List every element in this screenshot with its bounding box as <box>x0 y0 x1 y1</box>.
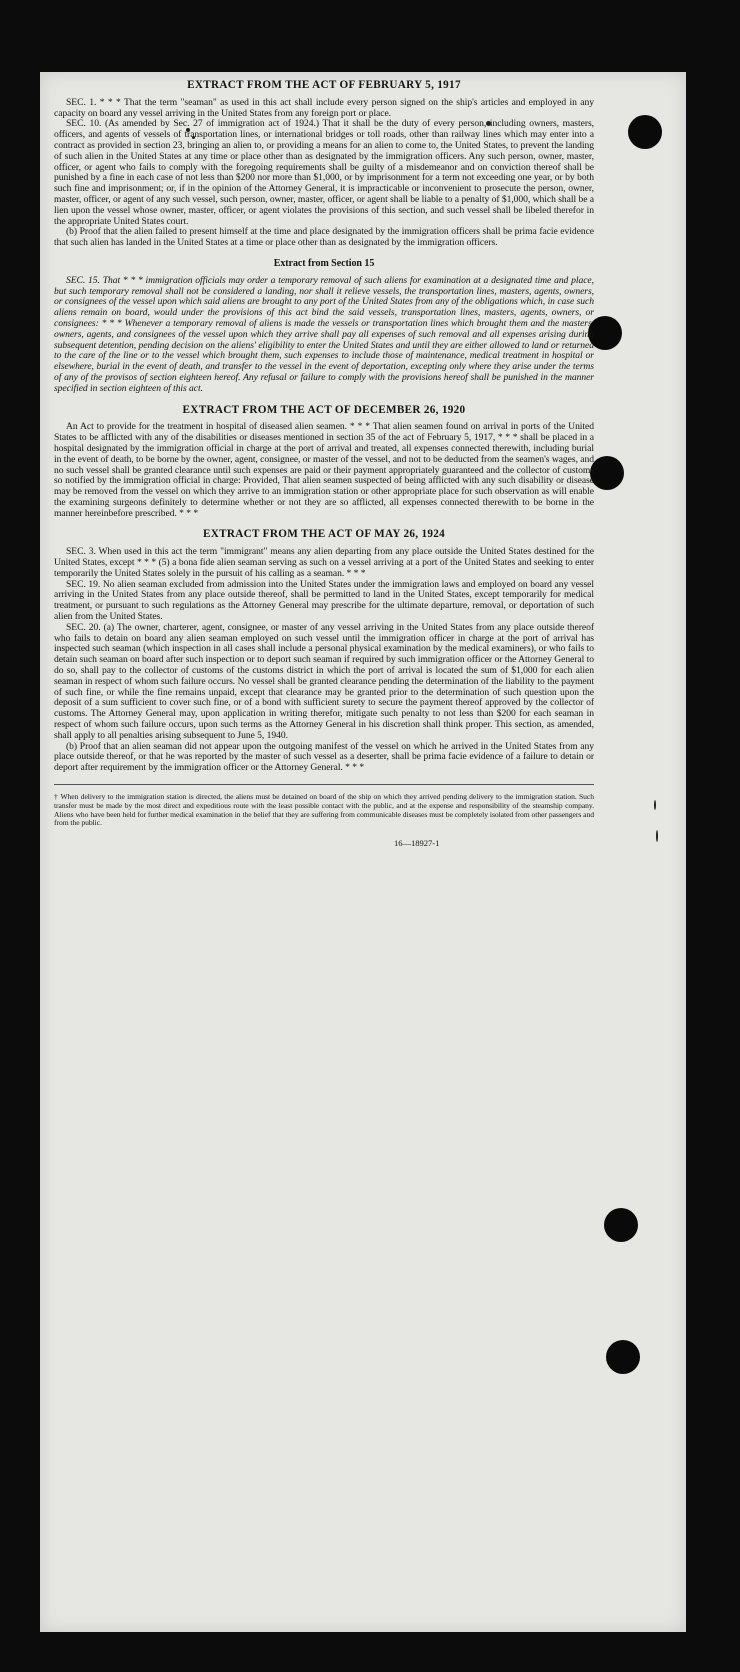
section-act-1917 <box>54 80 594 249</box>
paragraph: SEC. 19. No alien seaman excluded from admission into the United States under the immigration laws and employed on board any vessel arriving in the United States from any place outside thereof, shall be permitted to land in the United States, except temporarily for medical treatment, or pursuant to such regulations as the Attorney General may prescribe for the ultimate departure, removal, or deportation of such alien from the United States. <box>54 578 594 623</box>
form-code: 16—18927-1 <box>394 838 440 849</box>
paragraph: SEC. 10. (As amended by Sec. 27 of immigration act of 1924.) That it shall be the duty of every person, including owners, masters, officers, and agents of vessels of transportation lines, or international bridges or toll roads, other than railway lines which may enter into a contract as provided in section 23, bringing an alien to, or providing a means for an alien to come to, the United States, to prevent the landing of such alien in the United States at any time or place other than as designated by the immigration officers. Any such person, owner, master, officer, or agent who fails to comply with the foregoing requirements shall be guilty of a misdemeanor and on conviction thereof shall be punished by a fine in each case of not less than $200 nor more than $1,000, or by imprisonment for a term not exceeding one year, or by both such fine and imprisonment; or, if in the opinion of the Attorney General, it is impracticable or inconvenient to prosecute the person, owner, master, officer, or agent of any such vessel, such person, owner, master, officer, or agent shall be liable to a penalty of $1,000, which shall be a lien upon the vessel whose owner, master, officer, or agent violates the provisions of this section, and such vessel shall be libeled therefor in the appropriate United States court. <box>54 118 594 227</box>
paragraph: SEC. 1. * * * That the term "seaman" as used in this act shall include every person signed on the ship's articles and employed in any capacity on board any vessel arriving in the United States from any foreign port or place. <box>54 96 594 119</box>
paragraph: SEC. 20. (a) The owner, charterer, agent, consignee, or master of any vessel arriving in the United States from any place outside thereof who fails to detain on board any alien seaman employed on such vessel until the immigration officer in charge at the port of arrival has inspected such seaman (which inspection in all cases shall include a personal physical examination by the medical examiners), or who fails to detain such seaman on board after such inspection or to deport such seaman if required by such immigration officer or the Attorney General to do so, shall pay to the collector of customs of the customs district in which the port of arrival is located the sum of $1,000 for each alien seaman in respect of whom such failure occurs. No vessel shall be granted clearance pending the determination of the liability to the payment of such fine, or while the fine remains unpaid, except that clearance may be granted prior to the determination of such question upon the deposit of a sum sufficient to cover such fine, or of a bond with sufficient surety to secure the payment thereof approved by the collector of customs. The Attorney General may, upon application in writing therefor, mitigate such penalty to not less than $200 for each seaman in respect of whom such failure occurs, upon such terms as the Attorney General in his discretion shall think proper. This section, as amended, shall apply to all penalties arising subsequent to June 5, 1940. <box>54 621 594 741</box>
paragraph: SEC. 3. When used in this act the term "immigrant" means any alien departing from any place outside the United States destined for the United States, except * * * (5) a bona fide alien seaman serving as such on a vessel arriving at a port of the United States and seeking to enter temporarily the United States solely in the pursuit of his calling as a seaman. * * * <box>54 546 594 579</box>
section-act-1924 <box>54 529 594 774</box>
document-body <box>54 80 594 1530</box>
section-heading: EXTRACT FROM THE ACT OF MAY 26, 1924 <box>202 528 446 541</box>
paragraph: (b) Proof that an alien seaman did not appear upon the outgoing manifest of the vessel on which he arrived in the United States from any place outside thereof, or that he was reported by the master of such vessel as a deserter, shall be prima facie evidence of a failure to detain or deport after requirement by the immigration officer or the Attorney General. * * * <box>54 740 594 774</box>
punch-hole <box>606 1340 640 1374</box>
ink-speck <box>654 800 656 810</box>
footnote: † When delivery to the immigration station is directed, the aliens must be detained on board of the ship on which they arrived pending delivery to the immigration station. Such transfer must be made by the most direct and expeditious route with the least possible contact with the public, and at the expense and responsibility of the steamship company. Aliens who have been held for further medical examination in the belief that they are suffering from communicable diseases must be completely isolated from other passengers and from the public. <box>54 784 594 828</box>
section-subheading: Extract from Section 15 <box>273 257 375 269</box>
punch-hole <box>590 456 624 490</box>
paragraph: (b) Proof that the alien failed to present himself at the time and place designated by the immigration officers shall be prima facie evidence that such alien has landed in the United States at a time or place other than as designated by the immigration officers. <box>54 226 594 249</box>
paragraph: An Act to provide for the treatment in hospital of diseased alien seamen. * * * That alien seamen found on arrival in ports of the United States to be afflicted with any of the disabilities or diseases mentioned in section 35 of the act of February 5, 1917, * * * shall be placed in a hospital designated by the immigration official in charge at the port of arrival and treated, all expenses connected therewith, including burial in the event of death, to be borne by the owner, agent, consignee, or master of the vessel, and not to be deducted from the seamen's wages, and no such vessel shall be granted clearance until such expenses are paid or their payment appropriately guaranteed and the collector of customs so notified by the immigration official in charge: Provided, That alien seamen suspected of being afflicted with any such disability or disease may be removed from the vessel on which they arrive to an immigration station or other appropriate place for such observation as will enable the examining surgeons definitely to determine whether or not they are so afflicted, all expenses connected therewith to be borne in the manner hereinbefore prescribed. * * * <box>54 421 594 519</box>
section-heading: EXTRACT FROM THE ACT OF FEBRUARY 5, 1917 <box>187 79 461 91</box>
paragraph: SEC. 15. That * * * immigration officials may order a temporary removal of such aliens for examination at a designated time and place, but such temporary removal shall not be considered a landing, nor shall it relieve vessels, the transportation lines, masters, agents, owners, or consignees of the vessel upon which said aliens are brought to any port of the United States from any of the obligations which, in case such aliens remain on board, would under the provisions of this act bind the said vessels, transportation lines, masters, agents, owners, or consignees: * * * Whenever a temporary removal of aliens is made the vessels or transportation lines which brought them and the masters, owners, agents, and consignees of the vessel upon which they arrive shall pay all expenses of such removal and all expenses arising during subsequent detention, pending decision on the aliens' eligibility to enter the United States and until they are either allowed to land or returned to the care of the line or to the vessel which brought them, such expenses to include those of maintenance, medical treatment in hospital or elsewhere, burial in the event of death, and transfer to the vessel in the event of deportation, excepting only where they arise under the terms of any of the provisos of section eighteen hereof. Any refusal or failure to comply with the provisions hereof shall be punished in the manner specified in section eighteen of this act. <box>54 274 594 394</box>
section-heading: EXTRACT FROM THE ACT OF DECEMBER 26, 1920 <box>182 403 466 416</box>
punch-hole <box>628 115 662 149</box>
section-act-1920 <box>54 405 594 520</box>
punch-hole <box>604 1208 638 1242</box>
section-extract-15 <box>54 259 594 395</box>
ink-speck <box>656 830 658 842</box>
